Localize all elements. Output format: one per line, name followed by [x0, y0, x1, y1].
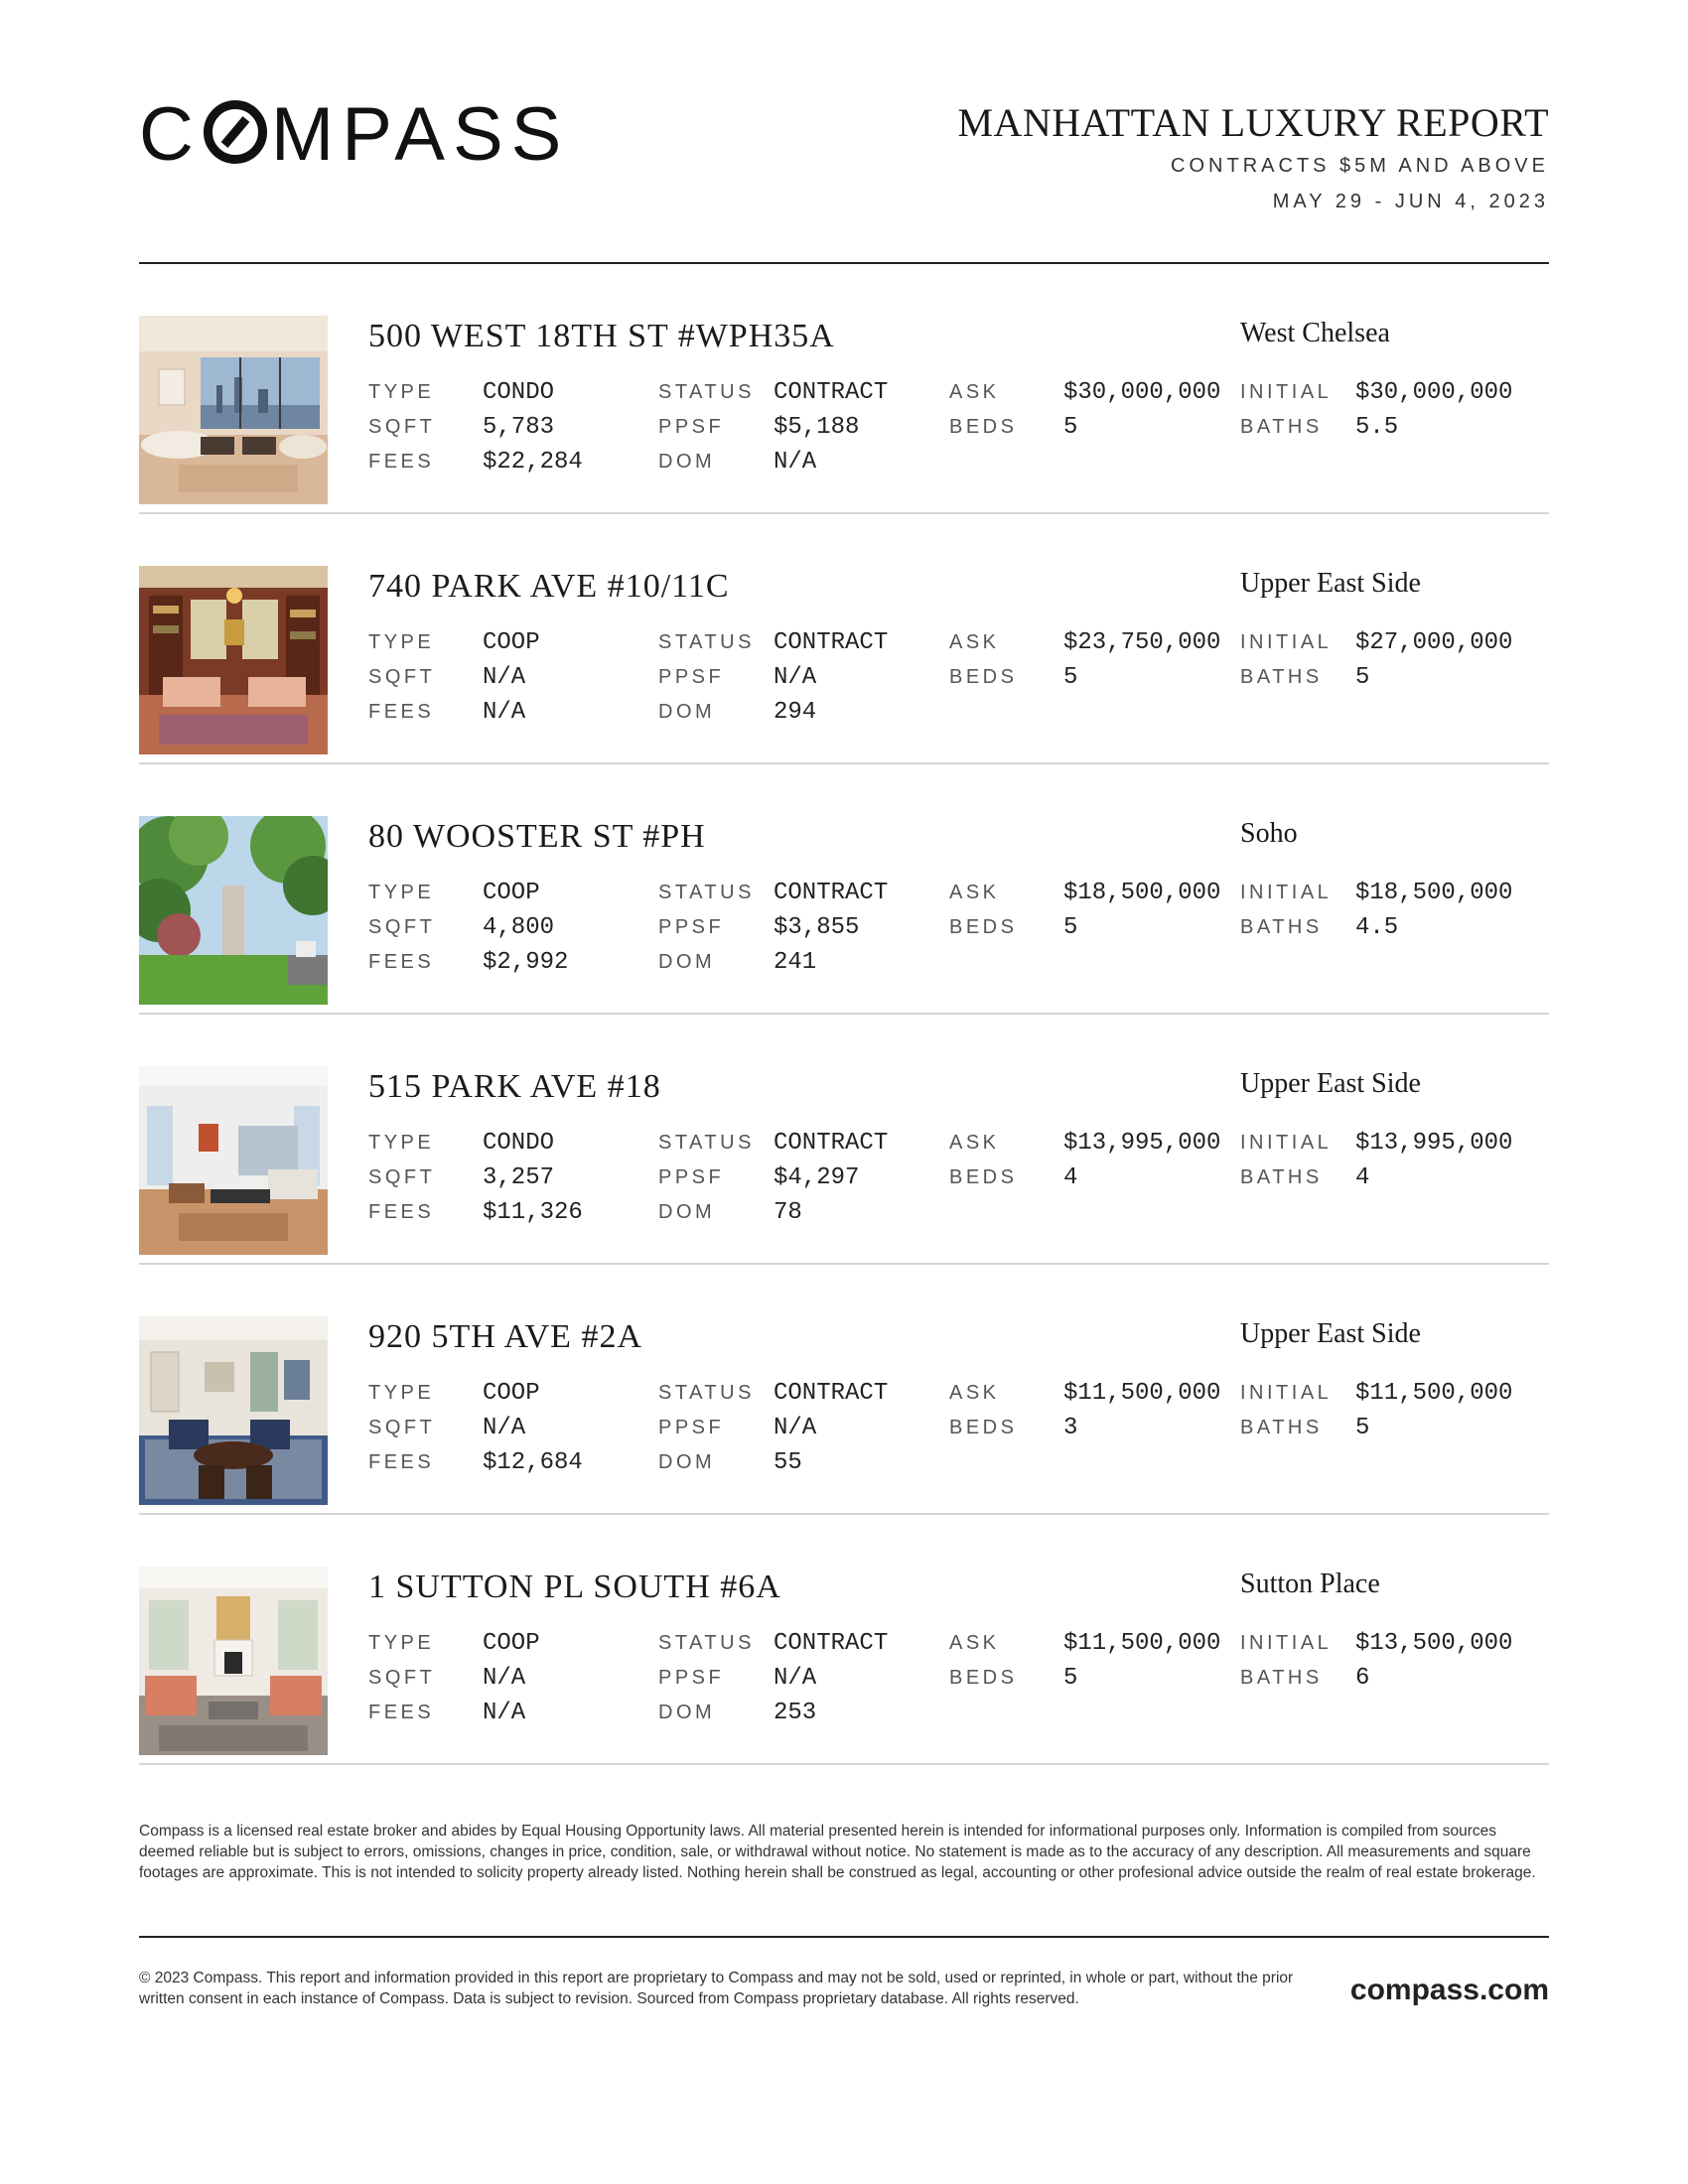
fees-label: FEES — [368, 1201, 435, 1223]
sqft-label: SQFT — [368, 1166, 436, 1188]
listing-item — [139, 1515, 1549, 1765]
listing-address: 500 WEST 18TH ST #WPH35A — [368, 318, 835, 354]
status-value: CONTRACT — [774, 1380, 889, 1407]
type-value: COOP — [483, 629, 540, 656]
baths-value: 5.5 — [1355, 414, 1399, 441]
listing-item — [139, 264, 1549, 514]
copyright-notice: © 2023 Compass. This report and information provided in this report are proprietary to Compass and may not be sold, used or reprinted, in whole or part, without the prior written consent in each instance of Compass. Data is subject to revision. Sourced from Compass proprietary database. All rights reserved. — [139, 1970, 1294, 2007]
status-value: CONTRACT — [774, 1630, 889, 1657]
initial-label: INITIAL — [1240, 1132, 1333, 1154]
status-value: CONTRACT — [774, 379, 889, 406]
formal-living-room-photo — [139, 1316, 328, 1505]
baths-value: 5 — [1355, 664, 1370, 691]
ask-label: ASK — [949, 1132, 1000, 1154]
ask-label: ASK — [949, 882, 1000, 903]
type-label: TYPE — [368, 882, 435, 903]
dom-value: N/A — [774, 449, 817, 476]
bright-living-room-photo — [139, 1066, 328, 1255]
initial-value: $11,500,000 — [1355, 1380, 1513, 1407]
type-value: COOP — [483, 1630, 540, 1657]
beds-value: 4 — [1063, 1164, 1078, 1191]
baths-label: BATHS — [1240, 916, 1323, 938]
ask-label: ASK — [949, 1632, 1000, 1654]
baths-value: 4 — [1355, 1164, 1370, 1191]
listing-address: 740 PARK AVE #10/11C — [368, 568, 730, 605]
baths-value: 6 — [1355, 1665, 1370, 1692]
listing-neighborhood: Upper East Side — [1240, 568, 1421, 599]
report-subtitle: CONTRACTS $5M AND ABOVE — [1171, 155, 1549, 177]
fees-value: $2,992 — [483, 949, 569, 976]
ppsf-value: N/A — [774, 664, 817, 691]
initial-label: INITIAL — [1240, 1632, 1333, 1654]
ppsf-label: PPSF — [658, 416, 725, 438]
legal-disclaimer: Compass is a licensed real estate broker and abides by Equal Housing Opportunity laws. All material presented herein is intended for informational purposes only. Information is compiled from sources deemed reliable but is subject to errors, omissions, changes in price, condition, sale, or withdrawal without notice. No statement is made as to the accuracy of any description. All measurements and square footages are approximate. This is not intended to solicity property already listed. Nothing herein shall be construed as legal, accounting or other profesional advice outside the realm of real estate brokerage. — [139, 1823, 1536, 1881]
baths-label: BATHS — [1240, 1417, 1323, 1438]
status-label: STATUS — [658, 381, 755, 403]
baths-label: BATHS — [1240, 1166, 1323, 1188]
report-title: MANHATTAN LUXURY REPORT — [957, 100, 1549, 145]
initial-label: INITIAL — [1240, 882, 1333, 903]
initial-label: INITIAL — [1240, 1382, 1333, 1404]
sqft-value: N/A — [483, 664, 526, 691]
listing-neighborhood: Soho — [1240, 818, 1298, 849]
listing-address: 515 PARK AVE #18 — [368, 1068, 661, 1105]
dom-value: 55 — [774, 1449, 802, 1476]
beds-value: 3 — [1063, 1415, 1078, 1441]
dom-label: DOM — [658, 951, 716, 973]
ppsf-label: PPSF — [658, 916, 725, 938]
sqft-value: N/A — [483, 1665, 526, 1692]
sqft-label: SQFT — [368, 1667, 436, 1689]
listing-item — [139, 764, 1549, 1015]
sqft-value: 4,800 — [483, 914, 555, 941]
type-value: CONDO — [483, 1130, 555, 1157]
type-value: COOP — [483, 1380, 540, 1407]
initial-label: INITIAL — [1240, 631, 1333, 653]
sqft-label: SQFT — [368, 1417, 436, 1438]
type-label: TYPE — [368, 1382, 435, 1404]
fees-value: N/A — [483, 1700, 526, 1726]
baths-value: 4.5 — [1355, 914, 1399, 941]
compass-logo-o-icon — [204, 100, 267, 164]
ppsf-value: $3,855 — [774, 914, 860, 941]
listings-list — [139, 264, 1549, 1765]
compass-logo — [139, 92, 570, 177]
fees-label: FEES — [368, 1451, 435, 1473]
status-label: STATUS — [658, 631, 755, 653]
ask-value: $30,000,000 — [1063, 379, 1221, 406]
status-value: CONTRACT — [774, 880, 889, 906]
type-label: TYPE — [368, 381, 435, 403]
salmon-sofa-living-room-photo — [139, 1567, 328, 1755]
sqft-label: SQFT — [368, 666, 436, 688]
ask-value: $11,500,000 — [1063, 1380, 1221, 1407]
dom-label: DOM — [658, 1702, 716, 1723]
initial-value: $30,000,000 — [1355, 379, 1513, 406]
initial-value: $13,995,000 — [1355, 1130, 1513, 1157]
beds-label: BEDS — [949, 916, 1018, 938]
ask-label: ASK — [949, 381, 1000, 403]
dom-label: DOM — [658, 1451, 716, 1473]
dom-value: 294 — [774, 699, 817, 726]
compass-logo-wordmark: C MPASS — [139, 92, 570, 177]
fees-value: $22,284 — [483, 449, 583, 476]
status-value: CONTRACT — [774, 629, 889, 656]
footer-divider — [139, 1936, 1549, 1938]
ask-label: ASK — [949, 1382, 1000, 1404]
fees-label: FEES — [368, 701, 435, 723]
ppsf-value: N/A — [774, 1415, 817, 1441]
listing-item — [139, 1015, 1549, 1265]
ppsf-label: PPSF — [658, 1667, 725, 1689]
beds-label: BEDS — [949, 416, 1018, 438]
baths-label: BATHS — [1240, 666, 1323, 688]
status-label: STATUS — [658, 1632, 755, 1654]
ppsf-label: PPSF — [658, 1166, 725, 1188]
sqft-value: N/A — [483, 1415, 526, 1441]
listing-neighborhood: Upper East Side — [1240, 1068, 1421, 1099]
sqft-label: SQFT — [368, 916, 436, 938]
status-label: STATUS — [658, 1132, 755, 1154]
ask-value: $11,500,000 — [1063, 1630, 1221, 1657]
beds-value: 5 — [1063, 1665, 1078, 1692]
baths-label: BATHS — [1240, 1667, 1323, 1689]
ppsf-value: N/A — [774, 1665, 817, 1692]
ask-value: $18,500,000 — [1063, 880, 1221, 906]
library-living-room-photo — [139, 566, 328, 754]
ask-value: $13,995,000 — [1063, 1130, 1221, 1157]
living-room-skyline-photo — [139, 316, 328, 504]
baths-value: 5 — [1355, 1415, 1370, 1441]
dom-value: 78 — [774, 1199, 802, 1226]
dom-label: DOM — [658, 701, 716, 723]
baths-label: BATHS — [1240, 416, 1323, 438]
beds-label: BEDS — [949, 1166, 1018, 1188]
dom-value: 253 — [774, 1700, 817, 1726]
fees-value: $12,684 — [483, 1449, 583, 1476]
listing-address: 920 5TH AVE #2A — [368, 1318, 642, 1355]
ask-value: $23,750,000 — [1063, 629, 1221, 656]
beds-value: 5 — [1063, 414, 1078, 441]
initial-value: $18,500,000 — [1355, 880, 1513, 906]
beds-value: 5 — [1063, 664, 1078, 691]
dom-value: 241 — [774, 949, 817, 976]
ppsf-value: $4,297 — [774, 1164, 860, 1191]
listing-neighborhood: West Chelsea — [1240, 318, 1390, 348]
beds-label: BEDS — [949, 666, 1018, 688]
status-label: STATUS — [658, 1382, 755, 1404]
type-value: CONDO — [483, 379, 555, 406]
status-label: STATUS — [658, 882, 755, 903]
fees-label: FEES — [368, 1702, 435, 1723]
type-label: TYPE — [368, 631, 435, 653]
sqft-label: SQFT — [368, 416, 436, 438]
listing-neighborhood: Sutton Place — [1240, 1569, 1380, 1599]
initial-value: $27,000,000 — [1355, 629, 1513, 656]
sqft-value: 3,257 — [483, 1164, 555, 1191]
fees-label: FEES — [368, 951, 435, 973]
status-value: CONTRACT — [774, 1130, 889, 1157]
listing-neighborhood: Upper East Side — [1240, 1318, 1421, 1349]
dom-label: DOM — [658, 451, 716, 473]
report-date-range: MAY 29 - JUN 4, 2023 — [1272, 191, 1549, 212]
fees-value: N/A — [483, 699, 526, 726]
beds-value: 5 — [1063, 914, 1078, 941]
ppsf-label: PPSF — [658, 1417, 725, 1438]
initial-label: INITIAL — [1240, 381, 1333, 403]
type-value: COOP — [483, 880, 540, 906]
beds-label: BEDS — [949, 1417, 1018, 1438]
listing-item — [139, 514, 1549, 764]
type-label: TYPE — [368, 1632, 435, 1654]
website-link[interactable]: compass.com — [1349, 1974, 1549, 2006]
fees-value: $11,326 — [483, 1199, 583, 1226]
initial-value: $13,500,000 — [1355, 1630, 1513, 1657]
dom-label: DOM — [658, 1201, 716, 1223]
beds-label: BEDS — [949, 1667, 1018, 1689]
type-label: TYPE — [368, 1132, 435, 1154]
fees-label: FEES — [368, 451, 435, 473]
ask-label: ASK — [949, 631, 1000, 653]
roof-garden-photo — [139, 816, 328, 1005]
listing-item — [139, 1265, 1549, 1515]
sqft-value: 5,783 — [483, 414, 555, 441]
ppsf-value: $5,188 — [774, 414, 860, 441]
ppsf-label: PPSF — [658, 666, 725, 688]
listing-address: 1 SUTTON PL SOUTH #6A — [368, 1569, 781, 1605]
listing-address: 80 WOOSTER ST #PH — [368, 818, 706, 855]
